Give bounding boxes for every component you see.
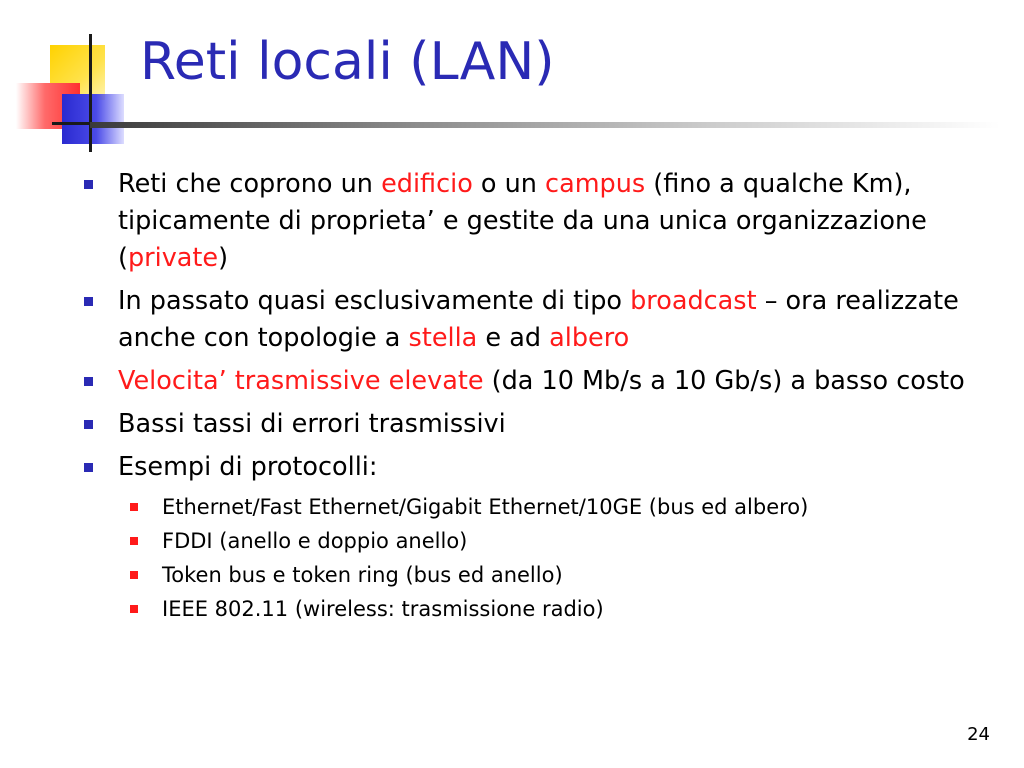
bullet-text: Bassi tassi di errori trasmissivi xyxy=(118,409,506,439)
bullet-item xyxy=(72,406,992,443)
bullet-text: Esempi di protocolli: xyxy=(118,452,378,482)
bullet-text: (da 10 Mb/s a 10 Gb/s) a basso costo xyxy=(483,366,965,396)
square-bullet-icon xyxy=(84,463,93,472)
sub-bullet-text: Ethernet/Fast Ethernet/Gigabit Ethernet/10GE (bus ed albero) xyxy=(162,495,809,519)
highlight-text: private xyxy=(127,243,219,273)
bullet-text: (fino a qualche Km), tipicamente di proprieta’ e gestite da una unica organizzazione ( xyxy=(118,169,927,273)
sub-bullet-item xyxy=(118,524,992,558)
sub-bullet-list xyxy=(118,490,992,626)
square-bullet-icon xyxy=(84,297,93,306)
bullet-list xyxy=(72,166,992,626)
sub-bullet-item xyxy=(118,490,992,524)
bullet-text: – ora realizzate anche con topologie a xyxy=(118,286,959,353)
sub-bullet-text: FDDI (anello e doppio anello) xyxy=(162,529,468,553)
slide-title: Reti locali (LAN) xyxy=(140,32,555,92)
sub-bullet-item xyxy=(118,558,992,592)
square-bullet-icon xyxy=(130,605,138,613)
sub-bullet-item xyxy=(118,592,992,626)
bullet-text: e ad xyxy=(477,323,550,353)
title-divider xyxy=(90,122,1000,128)
highlight-text: albero xyxy=(549,323,630,353)
bullet-item xyxy=(72,449,992,626)
square-bullet-icon xyxy=(84,180,93,189)
bullet-text: Reti che coprono un xyxy=(118,169,382,199)
bullet-text: In passato quasi esclusivamente di tipo xyxy=(118,286,631,316)
logo-blue-square xyxy=(62,94,124,144)
square-bullet-icon xyxy=(130,503,138,511)
slide-logo xyxy=(0,0,150,155)
bullet-item xyxy=(72,166,992,277)
page-number: 24 xyxy=(967,724,990,745)
highlight-text: campus xyxy=(545,169,646,199)
highlight-text: stella xyxy=(408,323,478,353)
highlight-text: edificio xyxy=(381,169,473,199)
bullet-text: ) xyxy=(218,243,229,273)
square-bullet-icon xyxy=(84,420,93,429)
sub-bullet-text: Token bus e token ring (bus ed anello) xyxy=(162,563,563,587)
logo-vertical-line xyxy=(89,34,92,152)
square-bullet-icon xyxy=(84,377,93,386)
square-bullet-icon xyxy=(130,571,138,579)
highlight-text: broadcast xyxy=(630,286,757,316)
bullet-item xyxy=(72,283,992,357)
bullet-text: o un xyxy=(472,169,546,199)
bullet-item xyxy=(72,363,992,400)
sub-bullet-text: IEEE 802.11 (wireless: trasmissione radio) xyxy=(162,597,604,621)
square-bullet-icon xyxy=(130,537,138,545)
slide-content xyxy=(72,166,992,632)
highlight-text: Velocita’ trasmissive elevate xyxy=(118,366,484,396)
